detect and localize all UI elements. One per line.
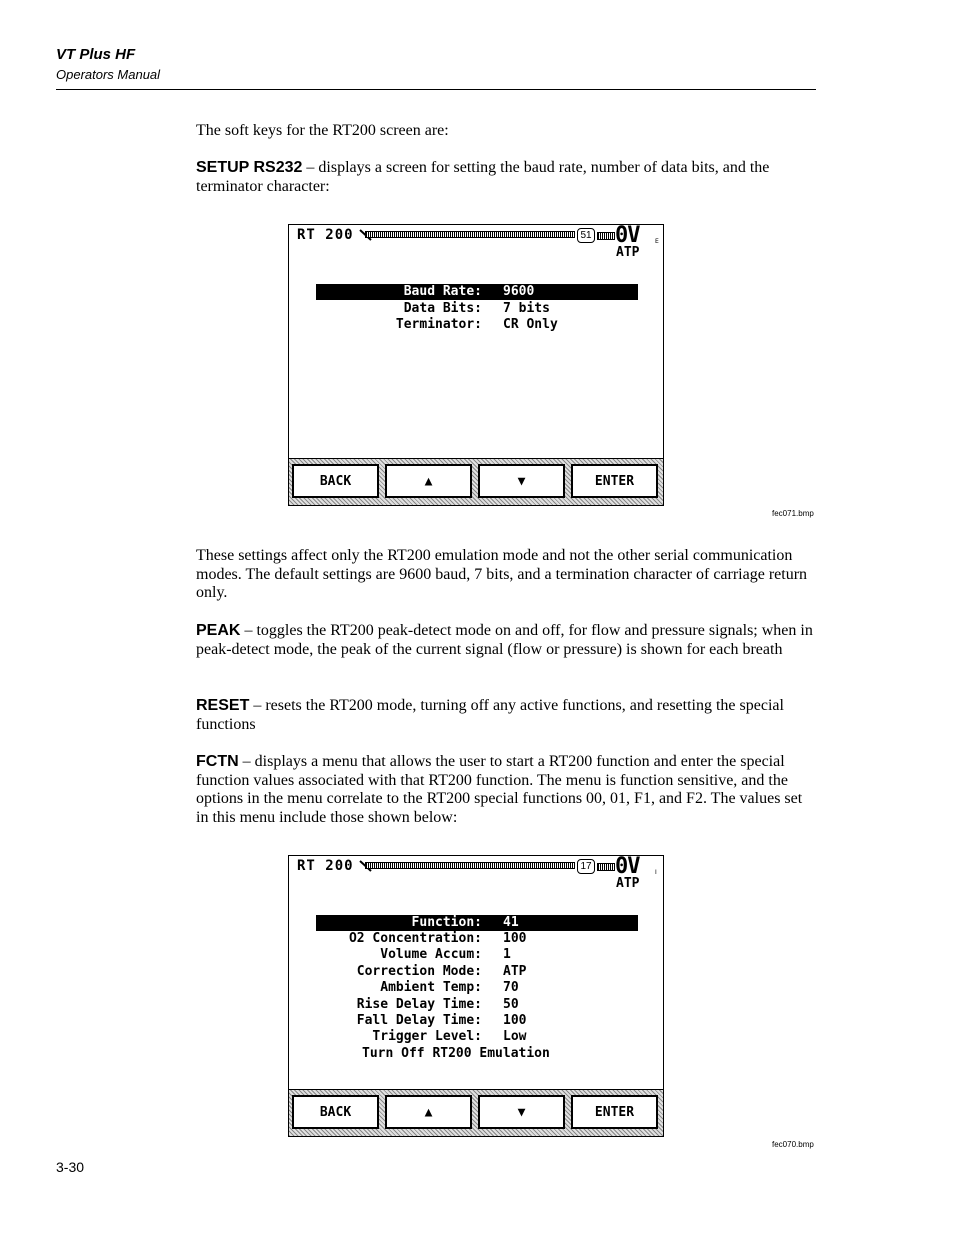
menu-row-terminator[interactable] bbox=[316, 317, 638, 333]
reset-keyword: RESET bbox=[196, 697, 250, 714]
fctn-text: – displays a menu that allows the user to start a RT200 function and enter the special function values associated with that RT200 function. The menu is function sensitive, and the options in the menu correlate to the RT200 special functions 00, 01, F1, and F2. The values set in this menu include those shown below: bbox=[196, 753, 803, 827]
progress-bar bbox=[365, 231, 575, 238]
menu-row-data-bits[interactable] bbox=[316, 301, 638, 317]
settings-paragraph: These settings affect only the RT200 emulation mode and not the other serial communication modes. The default settings are 9600 baud, 7 bits, and a termination character of carriage return only. bbox=[196, 547, 808, 602]
row-label: O2 Concentration: bbox=[348, 931, 482, 946]
menu-row-o2-concentration[interactable] bbox=[316, 931, 638, 947]
row-label: Fall Delay Time: bbox=[356, 1013, 482, 1028]
enter-button[interactable]: ENTER bbox=[571, 464, 658, 498]
setup-text: – displays a screen for setting the baud rate, number of data bits, and the terminator character: bbox=[196, 159, 770, 195]
down-arrow-button[interactable]: ▼ bbox=[478, 464, 565, 498]
breath-count: 51 bbox=[577, 228, 595, 243]
row-value: 70 bbox=[503, 980, 519, 995]
up-arrow-button[interactable]: ▲ bbox=[385, 464, 472, 498]
setup-keyword: SETUP RS232 bbox=[196, 159, 303, 176]
peak-paragraph bbox=[196, 622, 818, 659]
row-label: Turn Off RT200 Emulation bbox=[362, 1046, 550, 1061]
row-label: Rise Delay Time: bbox=[356, 997, 482, 1012]
intro-paragraph: The soft keys for the RT200 screen are: bbox=[196, 122, 449, 139]
row-label: Correction Mode: bbox=[356, 964, 482, 979]
breath-count: 17 bbox=[577, 859, 595, 874]
fctn-paragraph bbox=[196, 753, 818, 828]
menu-row-baud-rate[interactable] bbox=[316, 284, 638, 300]
menu-row-ambient-temp[interactable] bbox=[316, 980, 638, 996]
soft-key-bar bbox=[289, 1089, 663, 1136]
row-label: Data Bits: bbox=[403, 301, 482, 316]
soft-key-bar bbox=[289, 458, 663, 505]
row-value: 9600 bbox=[503, 284, 535, 299]
back-button[interactable]: BACK bbox=[292, 464, 379, 498]
row-label: Ambient Temp: bbox=[380, 980, 482, 995]
page-number: 3-30 bbox=[56, 1159, 85, 1175]
figure-caption: fec070.bmp bbox=[772, 1140, 814, 1149]
menu-row-trigger-level[interactable] bbox=[316, 1029, 638, 1045]
battery-icon bbox=[597, 232, 615, 240]
row-value: 100 bbox=[503, 1013, 527, 1028]
row-label: Volume Accum: bbox=[380, 947, 482, 962]
row-label: Trigger Level: bbox=[372, 1029, 482, 1044]
mode-indicator: ATP bbox=[616, 245, 640, 260]
progress-bar bbox=[365, 862, 575, 869]
screen-title: RT 200 bbox=[297, 227, 354, 243]
menu-row-function[interactable] bbox=[316, 915, 638, 931]
row-value: ATP bbox=[503, 964, 527, 979]
menu-row-rise-delay-time[interactable] bbox=[316, 997, 638, 1013]
header-rule bbox=[56, 89, 816, 90]
reset-paragraph bbox=[196, 697, 818, 734]
battery-icon bbox=[597, 863, 615, 871]
menu-row-fall-delay-time[interactable] bbox=[316, 1013, 638, 1029]
row-value: Low bbox=[503, 1029, 527, 1044]
screen-title: RT 200 bbox=[297, 858, 354, 874]
row-value: 41 bbox=[503, 915, 519, 930]
row-value: 1 bbox=[503, 947, 511, 962]
row-label: Function: bbox=[411, 915, 482, 930]
row-value: 7 bits bbox=[503, 301, 550, 316]
up-arrow-button[interactable]: ▲ bbox=[385, 1095, 472, 1129]
back-button[interactable]: BACK bbox=[292, 1095, 379, 1129]
volume-subscript: E bbox=[655, 238, 659, 245]
menu-row-correction-mode[interactable] bbox=[316, 964, 638, 980]
menu-row-volume-accum[interactable] bbox=[316, 947, 638, 963]
row-value: 100 bbox=[503, 931, 527, 946]
enter-button[interactable]: ENTER bbox=[571, 1095, 658, 1129]
volume-subscript: I bbox=[655, 869, 657, 876]
row-value: CR Only bbox=[503, 317, 558, 332]
peak-text: – toggles the RT200 peak-detect mode on and off, for flow and pressure signals; when in peak-detect mode, the peak of the current signal (flow or pressure) is shown for each breath bbox=[196, 622, 813, 658]
setup-paragraph bbox=[196, 159, 818, 196]
row-label: Terminator: bbox=[395, 317, 482, 332]
peak-keyword: PEAK bbox=[196, 622, 241, 639]
figure-caption: fec071.bmp bbox=[772, 509, 814, 518]
row-label: Baud Rate: bbox=[403, 284, 482, 299]
rs232-setup-screen bbox=[288, 224, 664, 506]
function-menu-screen bbox=[288, 855, 664, 1137]
fctn-keyword: FCTN bbox=[196, 753, 239, 770]
reset-text: – resets the RT200 mode, turning off any active functions, and resetting the special functions bbox=[196, 697, 784, 733]
menu-row-turn-off-emulation[interactable] bbox=[316, 1046, 638, 1062]
manual-subtitle: Operators Manual bbox=[56, 67, 161, 82]
volume-readout: 0V bbox=[615, 854, 640, 879]
down-arrow-button[interactable]: ▼ bbox=[478, 1095, 565, 1129]
row-value: 50 bbox=[503, 997, 519, 1012]
volume-readout: 0V bbox=[615, 223, 640, 248]
mode-indicator: ATP bbox=[616, 876, 640, 891]
manual-title: VT Plus HF bbox=[56, 46, 136, 63]
